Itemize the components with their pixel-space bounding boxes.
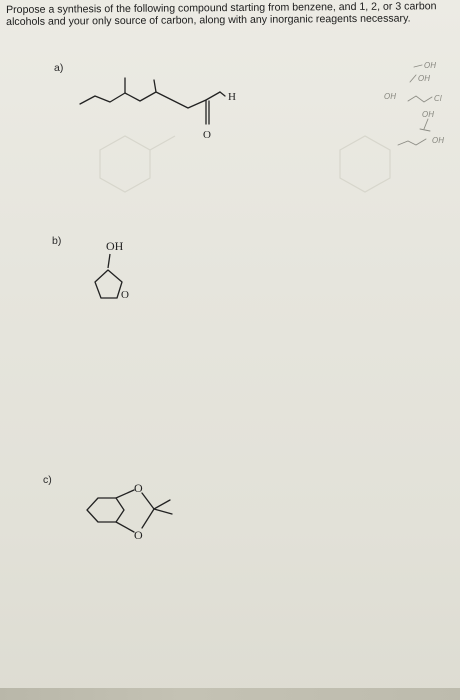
ring-o-atom: O — [121, 289, 129, 301]
compound-c-structure — [82, 472, 212, 552]
note-oh-3: OH — [384, 92, 397, 101]
part-a-label: a) — [54, 62, 64, 74]
desk-edge — [0, 688, 460, 700]
part-c-label: c) — [43, 474, 52, 486]
compound-a-structure — [70, 60, 240, 150]
compound-b-structure — [80, 232, 160, 322]
aldehyde-h-atom: H — [228, 91, 236, 103]
pencil-notes — [370, 55, 460, 150]
carbonyl-o-atom: O — [203, 129, 211, 141]
note-cl-1: Cl — [434, 94, 442, 103]
acetal-o-bottom-atom: O — [134, 528, 143, 542]
note-oh-2: OH — [418, 74, 431, 83]
hydroxyl-oh-atom: OH — [106, 239, 124, 253]
note-oh-5: OH — [432, 136, 445, 145]
question-text: Propose a synthesis of the following compound starting from benzene, and 1, 2, or 3 carbon alcohols and your only source of carbon, along with any inorganic reagents necessary. — [6, 0, 437, 29]
acetal-o-top-atom: O — [134, 481, 143, 495]
note-oh-4: OH — [422, 110, 435, 119]
note-oh-1: OH — [424, 61, 437, 70]
part-b-label: b) — [52, 235, 62, 247]
